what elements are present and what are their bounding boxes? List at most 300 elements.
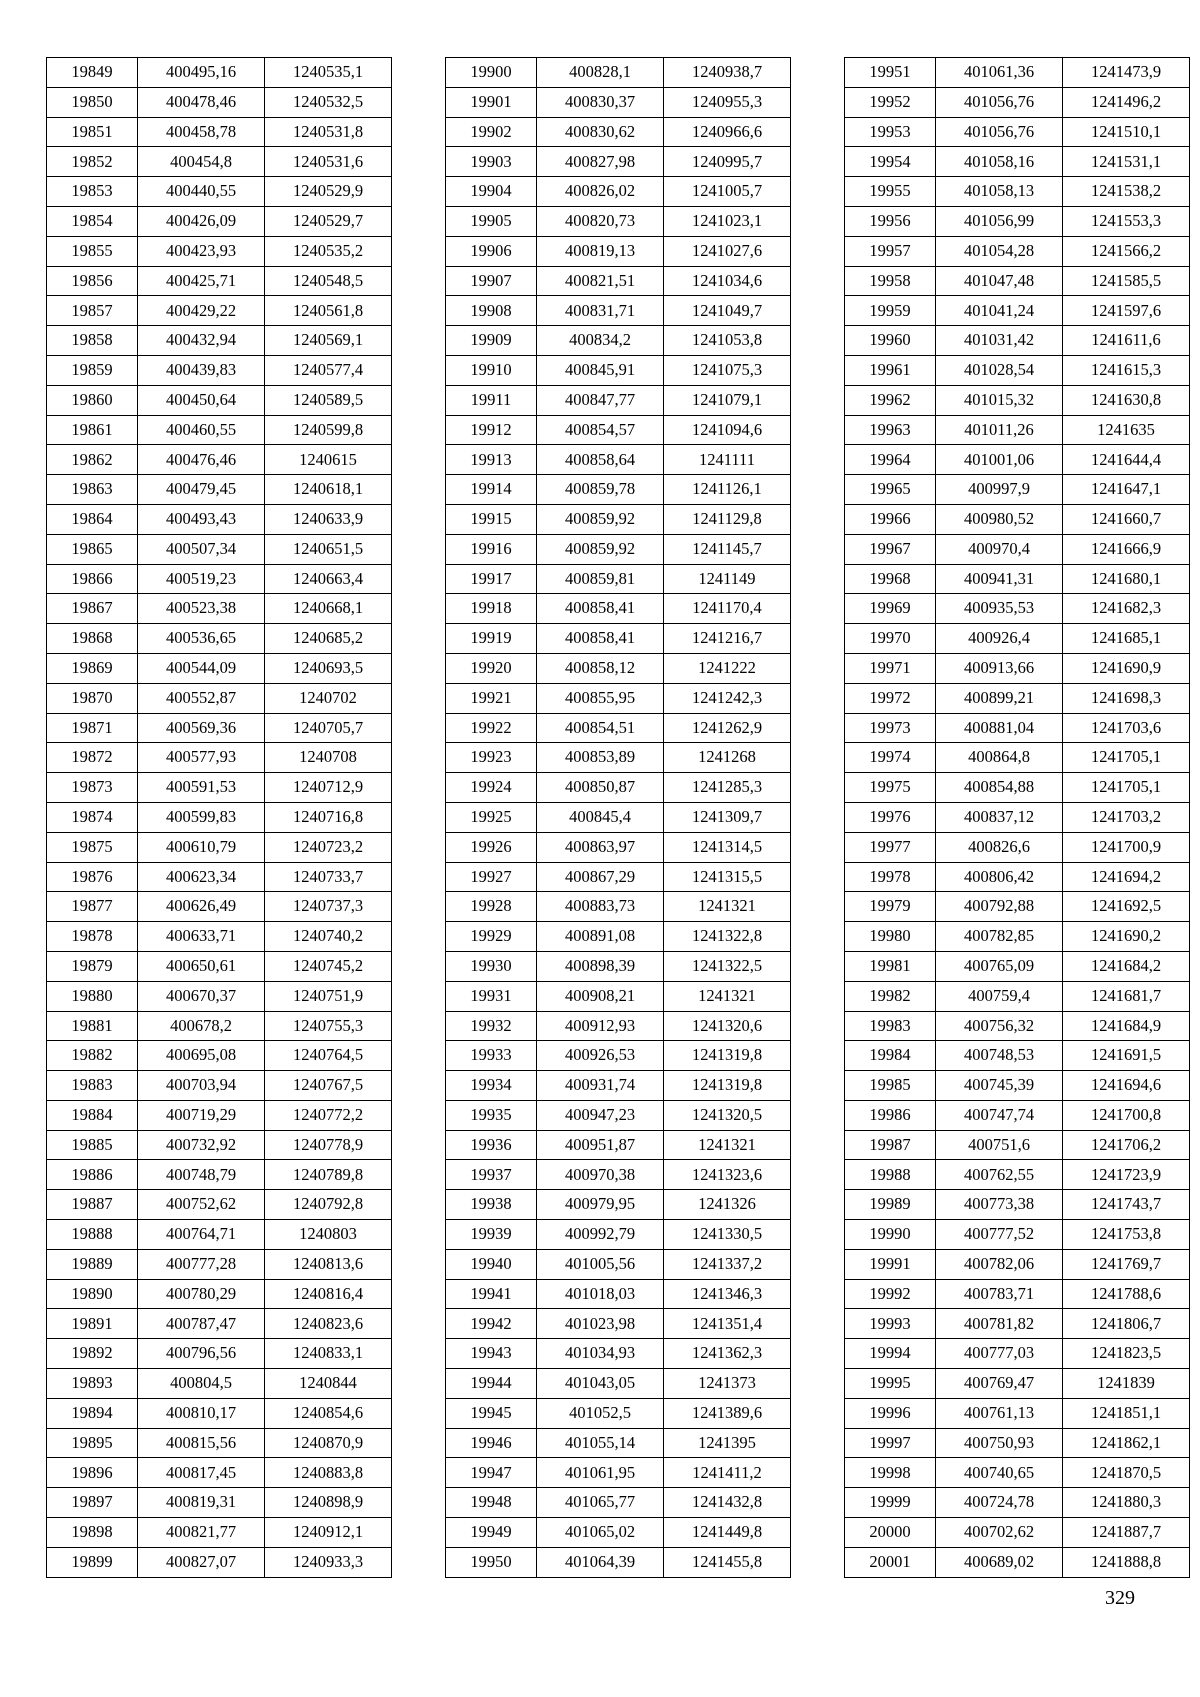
point-number-cell: 19871 <box>47 713 138 743</box>
point-number-cell: 19986 <box>845 1100 936 1130</box>
table-row <box>446 326 791 356</box>
y-coordinate-cell: 1240772,2 <box>265 1100 392 1130</box>
table-row <box>446 296 791 326</box>
table-row <box>47 1041 392 1071</box>
table-row <box>845 296 1190 326</box>
table-row <box>446 206 791 236</box>
y-coordinate-cell: 1241769,7 <box>1063 1249 1190 1279</box>
point-number-cell: 19941 <box>446 1279 537 1309</box>
table-row <box>845 653 1190 683</box>
y-coordinate-cell: 1241698,3 <box>1063 683 1190 713</box>
point-number-cell: 19870 <box>47 683 138 713</box>
table-row <box>47 415 392 445</box>
x-coordinate-cell: 400748,53 <box>936 1041 1063 1071</box>
y-coordinate-cell: 1241635 <box>1063 415 1190 445</box>
x-coordinate-cell: 400819,13 <box>537 236 664 266</box>
x-coordinate-cell: 401056,76 <box>936 87 1063 117</box>
table-row <box>845 385 1190 415</box>
x-coordinate-cell: 400908,21 <box>537 981 664 1011</box>
y-coordinate-cell: 1241723,9 <box>1063 1160 1190 1190</box>
point-number-cell: 19950 <box>446 1547 537 1577</box>
y-coordinate-cell: 1240854,6 <box>265 1398 392 1428</box>
x-coordinate-cell: 401058,13 <box>936 177 1063 207</box>
table-row <box>47 1458 392 1488</box>
table-row <box>446 743 791 773</box>
y-coordinate-cell: 1240532,5 <box>265 87 392 117</box>
point-number-cell: 19933 <box>446 1041 537 1071</box>
table-row <box>47 802 392 832</box>
x-coordinate-cell: 401031,42 <box>936 326 1063 356</box>
y-coordinate-cell: 1241703,2 <box>1063 802 1190 832</box>
table-row <box>845 713 1190 743</box>
point-number-cell: 19964 <box>845 445 936 475</box>
x-coordinate-cell: 400695,08 <box>138 1041 265 1071</box>
point-number-cell: 19873 <box>47 773 138 803</box>
table-row <box>47 922 392 952</box>
y-coordinate-cell: 1241644,4 <box>1063 445 1190 475</box>
y-coordinate-cell: 1241320,5 <box>664 1100 791 1130</box>
y-coordinate-cell: 1240535,1 <box>265 58 392 88</box>
y-coordinate-cell: 1241684,2 <box>1063 951 1190 981</box>
y-coordinate-cell: 1241597,6 <box>1063 296 1190 326</box>
x-coordinate-cell: 401041,24 <box>936 296 1063 326</box>
table-row <box>845 58 1190 88</box>
point-number-cell: 19996 <box>845 1398 936 1428</box>
point-number-cell: 19922 <box>446 713 537 743</box>
point-number-cell: 19945 <box>446 1398 537 1428</box>
point-number-cell: 19952 <box>845 87 936 117</box>
x-coordinate-cell: 401034,93 <box>537 1339 664 1369</box>
point-number-cell: 19881 <box>47 1011 138 1041</box>
point-number-cell: 19872 <box>47 743 138 773</box>
table-row <box>845 594 1190 624</box>
y-coordinate-cell: 1241023,1 <box>664 206 791 236</box>
table-row <box>47 653 392 683</box>
y-coordinate-cell: 1241094,6 <box>664 415 791 445</box>
y-coordinate-cell: 1240823,6 <box>265 1309 392 1339</box>
x-coordinate-cell: 400855,95 <box>537 683 664 713</box>
y-coordinate-cell: 1240708 <box>265 743 392 773</box>
table-row <box>845 862 1190 892</box>
table-row <box>446 415 791 445</box>
table-row <box>845 534 1190 564</box>
point-number-cell: 19929 <box>446 922 537 952</box>
y-coordinate-cell: 1241346,3 <box>664 1279 791 1309</box>
point-number-cell: 19937 <box>446 1160 537 1190</box>
x-coordinate-cell: 400599,83 <box>138 802 265 832</box>
point-number-cell: 19865 <box>47 534 138 564</box>
point-number-cell: 19888 <box>47 1220 138 1250</box>
table-row <box>446 564 791 594</box>
x-coordinate-cell: 400815,56 <box>138 1428 265 1458</box>
y-coordinate-cell: 1240663,4 <box>265 564 392 594</box>
y-coordinate-cell: 1241888,8 <box>1063 1547 1190 1577</box>
table-row <box>446 147 791 177</box>
point-number-cell: 19885 <box>47 1130 138 1160</box>
table-row <box>47 385 392 415</box>
y-coordinate-cell: 1241703,6 <box>1063 713 1190 743</box>
point-number-cell: 19946 <box>446 1428 537 1458</box>
x-coordinate-cell: 400883,73 <box>537 892 664 922</box>
y-coordinate-cell: 1240618,1 <box>265 475 392 505</box>
point-number-cell: 19973 <box>845 713 936 743</box>
y-coordinate-cell: 1241705,1 <box>1063 773 1190 803</box>
x-coordinate-cell: 400854,51 <box>537 713 664 743</box>
point-number-cell: 19856 <box>47 266 138 296</box>
y-coordinate-cell: 1240531,8 <box>265 117 392 147</box>
table-row <box>446 1160 791 1190</box>
point-number-cell: 19900 <box>446 58 537 88</box>
x-coordinate-cell: 400623,34 <box>138 862 265 892</box>
y-coordinate-cell: 1241322,8 <box>664 922 791 952</box>
table-row <box>47 743 392 773</box>
y-coordinate-cell: 1240548,5 <box>265 266 392 296</box>
point-number-cell: 19903 <box>446 147 537 177</box>
table-row <box>845 1100 1190 1130</box>
point-number-cell: 19882 <box>47 1041 138 1071</box>
x-coordinate-cell: 400450,64 <box>138 385 265 415</box>
table-row <box>446 773 791 803</box>
table-row <box>845 206 1190 236</box>
point-number-cell: 19860 <box>47 385 138 415</box>
table-row <box>845 87 1190 117</box>
y-coordinate-cell: 1240870,9 <box>265 1428 392 1458</box>
point-number-cell: 19851 <box>47 117 138 147</box>
y-coordinate-cell: 1240844 <box>265 1369 392 1399</box>
x-coordinate-cell: 400544,09 <box>138 653 265 683</box>
y-coordinate-cell: 1241337,2 <box>664 1249 791 1279</box>
table-row <box>845 951 1190 981</box>
x-coordinate-cell: 401054,28 <box>936 236 1063 266</box>
table-row <box>47 445 392 475</box>
point-number-cell: 19880 <box>47 981 138 1011</box>
table-row <box>446 1100 791 1130</box>
table-row <box>47 1220 392 1250</box>
x-coordinate-cell: 400867,29 <box>537 862 664 892</box>
y-coordinate-cell: 1241079,1 <box>664 385 791 415</box>
table-row <box>446 504 791 534</box>
table-row <box>47 564 392 594</box>
y-coordinate-cell: 1241455,8 <box>664 1547 791 1577</box>
x-coordinate-cell: 400458,78 <box>138 117 265 147</box>
x-coordinate-cell: 400781,82 <box>936 1309 1063 1339</box>
point-number-cell: 19857 <box>47 296 138 326</box>
point-number-cell: 19989 <box>845 1190 936 1220</box>
x-coordinate-cell: 400429,22 <box>138 296 265 326</box>
point-number-cell: 19951 <box>845 58 936 88</box>
table-row <box>845 981 1190 1011</box>
table-row <box>845 475 1190 505</box>
point-number-cell: 19987 <box>845 1130 936 1160</box>
x-coordinate-cell: 400858,41 <box>537 624 664 654</box>
point-number-cell: 19879 <box>47 951 138 981</box>
x-coordinate-cell: 401005,56 <box>537 1249 664 1279</box>
y-coordinate-cell: 1241027,6 <box>664 236 791 266</box>
point-number-cell: 19983 <box>845 1011 936 1041</box>
point-number-cell: 20000 <box>845 1518 936 1548</box>
point-number-cell: 19943 <box>446 1339 537 1369</box>
point-number-cell: 19915 <box>446 504 537 534</box>
table-row <box>47 981 392 1011</box>
table-row <box>47 1428 392 1458</box>
point-number-cell: 19990 <box>845 1220 936 1250</box>
point-number-cell: 19852 <box>47 147 138 177</box>
point-number-cell: 19893 <box>47 1369 138 1399</box>
y-coordinate-cell: 1241690,2 <box>1063 922 1190 952</box>
point-number-cell: 19957 <box>845 236 936 266</box>
point-number-cell: 19862 <box>47 445 138 475</box>
x-coordinate-cell: 401055,14 <box>537 1428 664 1458</box>
y-coordinate-cell: 1240633,9 <box>265 504 392 534</box>
x-coordinate-cell: 400831,71 <box>537 296 664 326</box>
coordinate-table-2 <box>445 57 791 1578</box>
y-coordinate-cell: 1241330,5 <box>664 1220 791 1250</box>
table-row <box>47 594 392 624</box>
y-coordinate-cell: 1240740,2 <box>265 922 392 952</box>
point-number-cell: 19995 <box>845 1369 936 1399</box>
x-coordinate-cell: 400440,55 <box>138 177 265 207</box>
x-coordinate-cell: 400898,39 <box>537 951 664 981</box>
y-coordinate-cell: 1240651,5 <box>265 534 392 564</box>
x-coordinate-cell: 400460,55 <box>138 415 265 445</box>
point-number-cell: 19961 <box>845 355 936 385</box>
y-coordinate-cell: 1240751,9 <box>265 981 392 1011</box>
point-number-cell: 19928 <box>446 892 537 922</box>
y-coordinate-cell: 1241320,6 <box>664 1011 791 1041</box>
x-coordinate-cell: 401015,32 <box>936 385 1063 415</box>
y-coordinate-cell: 1240933,3 <box>265 1547 392 1577</box>
y-coordinate-cell: 1240685,2 <box>265 624 392 654</box>
table-row <box>47 624 392 654</box>
table-row <box>446 58 791 88</box>
table-row <box>446 653 791 683</box>
y-coordinate-cell: 1241705,1 <box>1063 743 1190 773</box>
table-row <box>47 1130 392 1160</box>
x-coordinate-cell: 400806,42 <box>936 862 1063 892</box>
point-number-cell: 19868 <box>47 624 138 654</box>
table-row <box>845 1309 1190 1339</box>
x-coordinate-cell: 401064,39 <box>537 1547 664 1577</box>
y-coordinate-cell: 1241788,6 <box>1063 1279 1190 1309</box>
y-coordinate-cell: 1241309,7 <box>664 802 791 832</box>
point-number-cell: 19982 <box>845 981 936 1011</box>
table-row <box>845 236 1190 266</box>
table-row <box>845 326 1190 356</box>
table-row <box>47 87 392 117</box>
point-number-cell: 19985 <box>845 1071 936 1101</box>
point-number-cell: 19896 <box>47 1458 138 1488</box>
table-row <box>47 713 392 743</box>
table-row <box>845 564 1190 594</box>
x-coordinate-cell: 400439,83 <box>138 355 265 385</box>
y-coordinate-cell: 1240792,8 <box>265 1190 392 1220</box>
point-number-cell: 19965 <box>845 475 936 505</box>
y-coordinate-cell: 1241880,3 <box>1063 1488 1190 1518</box>
x-coordinate-cell: 400552,87 <box>138 683 265 713</box>
x-coordinate-cell: 400678,2 <box>138 1011 265 1041</box>
point-number-cell: 19914 <box>446 475 537 505</box>
x-coordinate-cell: 400478,46 <box>138 87 265 117</box>
x-coordinate-cell: 400891,08 <box>537 922 664 952</box>
y-coordinate-cell: 1240569,1 <box>265 326 392 356</box>
table-row <box>845 1190 1190 1220</box>
table-row <box>446 862 791 892</box>
x-coordinate-cell: 400858,41 <box>537 594 664 624</box>
y-coordinate-cell: 1241681,7 <box>1063 981 1190 1011</box>
table-row <box>47 1011 392 1041</box>
point-number-cell: 19998 <box>845 1458 936 1488</box>
y-coordinate-cell: 1240767,5 <box>265 1071 392 1101</box>
table-row <box>47 355 392 385</box>
point-number-cell: 19919 <box>446 624 537 654</box>
table-row <box>845 1011 1190 1041</box>
point-number-cell: 19918 <box>446 594 537 624</box>
point-number-cell: 19878 <box>47 922 138 952</box>
y-coordinate-cell: 1241321 <box>664 892 791 922</box>
x-coordinate-cell: 400853,89 <box>537 743 664 773</box>
table-row <box>446 922 791 952</box>
x-coordinate-cell: 400817,45 <box>138 1458 265 1488</box>
x-coordinate-cell: 400970,38 <box>537 1160 664 1190</box>
point-number-cell: 19908 <box>446 296 537 326</box>
x-coordinate-cell: 401061,36 <box>936 58 1063 88</box>
table-row <box>47 1369 392 1399</box>
x-coordinate-cell: 400834,2 <box>537 326 664 356</box>
table-row <box>845 1041 1190 1071</box>
y-coordinate-cell: 1241319,8 <box>664 1071 791 1101</box>
x-coordinate-cell: 401058,16 <box>936 147 1063 177</box>
y-coordinate-cell: 1241680,1 <box>1063 564 1190 594</box>
point-number-cell: 19949 <box>446 1518 537 1548</box>
x-coordinate-cell: 401011,26 <box>936 415 1063 445</box>
y-coordinate-cell: 1240723,2 <box>265 832 392 862</box>
x-coordinate-cell: 401028,54 <box>936 355 1063 385</box>
point-number-cell: 19921 <box>446 683 537 713</box>
y-coordinate-cell: 1241510,1 <box>1063 117 1190 147</box>
point-number-cell: 19884 <box>47 1100 138 1130</box>
table-row <box>845 832 1190 862</box>
y-coordinate-cell: 1241887,7 <box>1063 1518 1190 1548</box>
x-coordinate-cell: 400970,4 <box>936 534 1063 564</box>
table-row <box>446 236 791 266</box>
point-number-cell: 19913 <box>446 445 537 475</box>
table-row <box>47 326 392 356</box>
point-number-cell: 19977 <box>845 832 936 862</box>
y-coordinate-cell: 1240803 <box>265 1220 392 1250</box>
table-row <box>47 475 392 505</box>
table-row <box>446 1190 791 1220</box>
y-coordinate-cell: 1240599,8 <box>265 415 392 445</box>
table-row <box>446 594 791 624</box>
table-row <box>47 1309 392 1339</box>
x-coordinate-cell: 400845,91 <box>537 355 664 385</box>
y-coordinate-cell: 1241111 <box>664 445 791 475</box>
y-coordinate-cell: 1241034,6 <box>664 266 791 296</box>
point-number-cell: 19866 <box>47 564 138 594</box>
point-number-cell: 19924 <box>446 773 537 803</box>
y-coordinate-cell: 1240577,4 <box>265 355 392 385</box>
point-number-cell: 19895 <box>47 1428 138 1458</box>
table-row <box>446 475 791 505</box>
point-number-cell: 19984 <box>845 1041 936 1071</box>
y-coordinate-cell: 1241666,9 <box>1063 534 1190 564</box>
point-number-cell: 19979 <box>845 892 936 922</box>
x-coordinate-cell: 400425,71 <box>138 266 265 296</box>
table-row <box>446 1071 791 1101</box>
y-coordinate-cell: 1241706,2 <box>1063 1130 1190 1160</box>
point-number-cell: 19953 <box>845 117 936 147</box>
table-row <box>845 1160 1190 1190</box>
table-row <box>446 802 791 832</box>
point-number-cell: 19947 <box>446 1458 537 1488</box>
x-coordinate-cell: 400827,07 <box>138 1547 265 1577</box>
point-number-cell: 19969 <box>845 594 936 624</box>
y-coordinate-cell: 1241216,7 <box>664 624 791 654</box>
x-coordinate-cell: 400747,74 <box>936 1100 1063 1130</box>
x-coordinate-cell: 400837,12 <box>936 802 1063 832</box>
table-row <box>446 892 791 922</box>
y-coordinate-cell: 1240755,3 <box>265 1011 392 1041</box>
table-row <box>47 1339 392 1369</box>
y-coordinate-cell: 1240966,6 <box>664 117 791 147</box>
x-coordinate-cell: 400633,71 <box>138 922 265 952</box>
y-coordinate-cell: 1240535,2 <box>265 236 392 266</box>
y-coordinate-cell: 1240716,8 <box>265 802 392 832</box>
y-coordinate-cell: 1240589,5 <box>265 385 392 415</box>
point-number-cell: 19867 <box>47 594 138 624</box>
x-coordinate-cell: 400863,97 <box>537 832 664 862</box>
table-row <box>446 1488 791 1518</box>
y-coordinate-cell: 1241630,8 <box>1063 385 1190 415</box>
x-coordinate-cell: 400845,4 <box>537 802 664 832</box>
table-row <box>446 1369 791 1399</box>
x-coordinate-cell: 400926,53 <box>537 1041 664 1071</box>
table-row <box>446 1398 791 1428</box>
x-coordinate-cell: 400912,93 <box>537 1011 664 1041</box>
x-coordinate-cell: 400740,65 <box>936 1458 1063 1488</box>
table-row <box>845 147 1190 177</box>
point-number-cell: 19927 <box>446 862 537 892</box>
point-number-cell: 19874 <box>47 802 138 832</box>
table-row <box>446 832 791 862</box>
point-number-cell: 19954 <box>845 147 936 177</box>
x-coordinate-cell: 400979,95 <box>537 1190 664 1220</box>
point-number-cell: 19936 <box>446 1130 537 1160</box>
x-coordinate-cell: 400787,47 <box>138 1309 265 1339</box>
x-coordinate-cell: 400782,85 <box>936 922 1063 952</box>
point-number-cell: 19894 <box>47 1398 138 1428</box>
x-coordinate-cell: 400850,87 <box>537 773 664 803</box>
table-row <box>446 266 791 296</box>
x-coordinate-cell: 400931,74 <box>537 1071 664 1101</box>
point-number-cell: 19849 <box>47 58 138 88</box>
y-coordinate-cell: 1241314,5 <box>664 832 791 862</box>
point-number-cell: 19906 <box>446 236 537 266</box>
table-row <box>47 892 392 922</box>
x-coordinate-cell: 400777,28 <box>138 1249 265 1279</box>
y-coordinate-cell: 1240529,9 <box>265 177 392 207</box>
y-coordinate-cell: 1241351,4 <box>664 1309 791 1339</box>
x-coordinate-cell: 400777,52 <box>936 1220 1063 1250</box>
y-coordinate-cell: 1240912,1 <box>265 1518 392 1548</box>
y-coordinate-cell: 1241694,6 <box>1063 1071 1190 1101</box>
y-coordinate-cell: 1241700,8 <box>1063 1100 1190 1130</box>
y-coordinate-cell: 1241321 <box>664 1130 791 1160</box>
y-coordinate-cell: 1240737,3 <box>265 892 392 922</box>
table-row <box>446 1041 791 1071</box>
x-coordinate-cell: 400752,62 <box>138 1190 265 1220</box>
table-row <box>446 1309 791 1339</box>
